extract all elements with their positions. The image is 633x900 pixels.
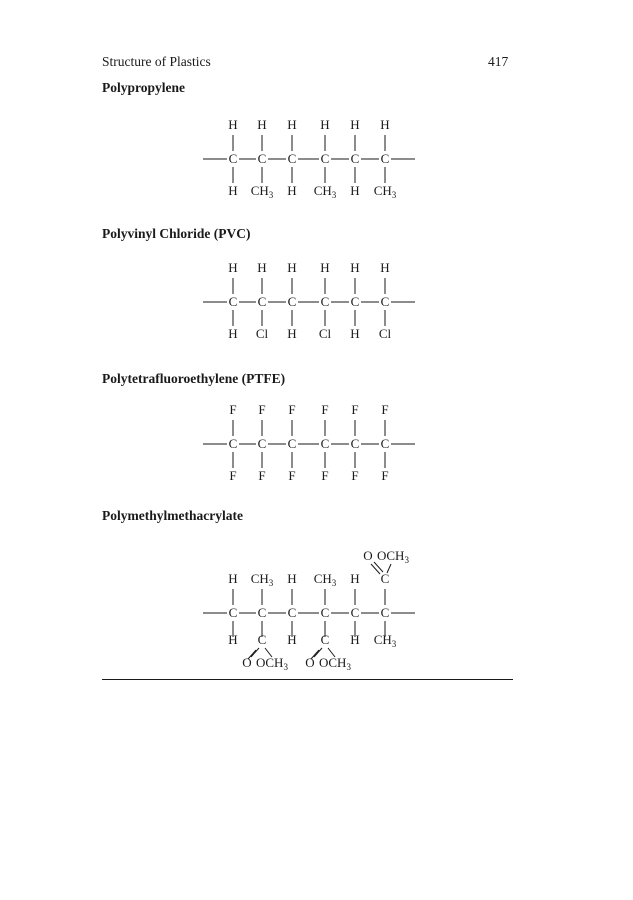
top-substituent-4: H bbox=[320, 260, 330, 275]
top-substituent-5: H bbox=[350, 260, 360, 275]
ptfe-title: Polytetrafluoroethylene (PTFE) bbox=[102, 371, 286, 386]
ester-double-bond-top-a bbox=[371, 564, 380, 574]
bottom-substituent-6: $CH_3$ bbox=[373, 632, 397, 649]
top-substituent-6: H bbox=[380, 260, 390, 275]
backbone-carbon-2: C bbox=[257, 151, 267, 166]
bottom-substituent-6: $CH_3$ bbox=[373, 183, 397, 200]
backbone-carbon-6: C bbox=[380, 436, 390, 451]
top-substituent-5: F bbox=[351, 402, 359, 417]
polypropylene-structure bbox=[0, 112, 633, 212]
bottom-substituent-2: Cl bbox=[255, 326, 269, 341]
ester-methoxy-top: $OCH_3$ bbox=[377, 548, 409, 565]
bottom-substituent-1: H bbox=[228, 183, 238, 198]
bottom-substituent-2: F bbox=[258, 468, 266, 483]
pvc-structure bbox=[0, 255, 633, 355]
top-substituent-5: H bbox=[350, 571, 360, 586]
top-substituent-2: H bbox=[257, 260, 267, 275]
running-header: Structure of Plastics bbox=[102, 54, 211, 69]
backbone-carbon-6: C bbox=[380, 294, 390, 309]
ester-double-bond-top-b bbox=[374, 562, 383, 572]
backbone-carbon-5: C bbox=[350, 294, 360, 309]
backbone-carbon-4: C bbox=[320, 436, 330, 451]
top-substituent-4: F bbox=[321, 402, 329, 417]
backbone-carbon-5: C bbox=[350, 605, 360, 620]
top-substituent-1: H bbox=[228, 117, 238, 132]
bottom-substituent-6: Cl bbox=[378, 326, 392, 341]
pmma-structure bbox=[0, 540, 633, 680]
backbone-carbon-2: C bbox=[257, 294, 267, 309]
backbone-carbon-3: C bbox=[287, 294, 297, 309]
bottom-substituent-4: Cl bbox=[318, 326, 332, 341]
top-substituent-2: F bbox=[258, 402, 266, 417]
top-substituent-2: H bbox=[257, 117, 267, 132]
pvc-title: Polyvinyl Chloride (PVC) bbox=[102, 226, 251, 241]
top-substituent-6: H bbox=[380, 117, 390, 132]
backbone-carbon-3: C bbox=[287, 151, 297, 166]
bottom-substituent-1: H bbox=[228, 632, 238, 647]
top-substituent-4: $CH_3$ bbox=[313, 571, 337, 588]
backbone-carbon-5: C bbox=[350, 151, 360, 166]
backbone-carbon-1: C bbox=[228, 436, 238, 451]
ester-oxygen-double-4: O bbox=[305, 655, 315, 670]
bottom-rule bbox=[102, 679, 513, 680]
top-substituent-1: F bbox=[229, 402, 237, 417]
bottom-substituent-2: $CH_3$ bbox=[250, 183, 274, 200]
backbone-carbon-3: C bbox=[287, 436, 297, 451]
backbone-carbon-2: C bbox=[257, 605, 267, 620]
top-substituent-3: H bbox=[287, 260, 297, 275]
top-substituent-6: F bbox=[381, 402, 389, 417]
polypropylene-title: Polypropylene bbox=[102, 80, 186, 95]
backbone-carbon-2: C bbox=[257, 436, 267, 451]
backbone-carbon-4: C bbox=[320, 605, 330, 620]
top-substituent-2: $CH_3$ bbox=[250, 571, 274, 588]
top-substituent-3: H bbox=[287, 117, 297, 132]
bottom-substituent-3: H bbox=[287, 183, 297, 198]
backbone-carbon-6: C bbox=[380, 151, 390, 166]
top-substituent-5: H bbox=[350, 117, 360, 132]
top-substituent-3: H bbox=[287, 571, 297, 586]
top-substituent-1: H bbox=[228, 260, 238, 275]
bottom-substituent-4: $CH_3$ bbox=[313, 183, 337, 200]
backbone-carbon-5: C bbox=[350, 436, 360, 451]
ester-oxygen-double-2: O bbox=[242, 655, 252, 670]
pmma-title: Polymethylmethacrylate bbox=[102, 508, 243, 523]
ptfe-structure bbox=[0, 397, 633, 497]
ester-oxygen-double-top: O bbox=[363, 548, 373, 563]
bottom-substituent-5: H bbox=[350, 183, 360, 198]
bottom-substituent-3: H bbox=[287, 326, 297, 341]
backbone-carbon-4: C bbox=[320, 151, 330, 166]
bottom-substituent-5: H bbox=[350, 326, 360, 341]
backbone-carbon-3: C bbox=[287, 605, 297, 620]
ester-methoxy-2: $OCH_3$ bbox=[256, 655, 288, 672]
bottom-substituent-1: F bbox=[229, 468, 237, 483]
top-substituent-4: H bbox=[320, 117, 330, 132]
backbone-carbon-1: C bbox=[228, 294, 238, 309]
ester-carbon-4: C bbox=[320, 632, 330, 647]
backbone-carbon-6: C bbox=[380, 605, 390, 620]
top-substituent-3: F bbox=[288, 402, 296, 417]
backbone-carbon-1: C bbox=[228, 605, 238, 620]
page-number: 417 bbox=[488, 54, 509, 69]
bottom-substituent-1: H bbox=[228, 326, 238, 341]
bottom-substituent-6: F bbox=[381, 468, 389, 483]
ester-methoxy-4: $OCH_3$ bbox=[319, 655, 351, 672]
ester-carbon-2: C bbox=[257, 632, 267, 647]
bottom-substituent-3: H bbox=[287, 632, 297, 647]
bottom-substituent-4: F bbox=[321, 468, 329, 483]
bottom-substituent-5: F bbox=[351, 468, 359, 483]
ester-carbon-top: C bbox=[380, 571, 390, 586]
backbone-carbon-1: C bbox=[228, 151, 238, 166]
top-substituent-1: H bbox=[228, 571, 238, 586]
backbone-carbon-4: C bbox=[320, 294, 330, 309]
bottom-substituent-5: H bbox=[350, 632, 360, 647]
bottom-substituent-3: F bbox=[288, 468, 296, 483]
